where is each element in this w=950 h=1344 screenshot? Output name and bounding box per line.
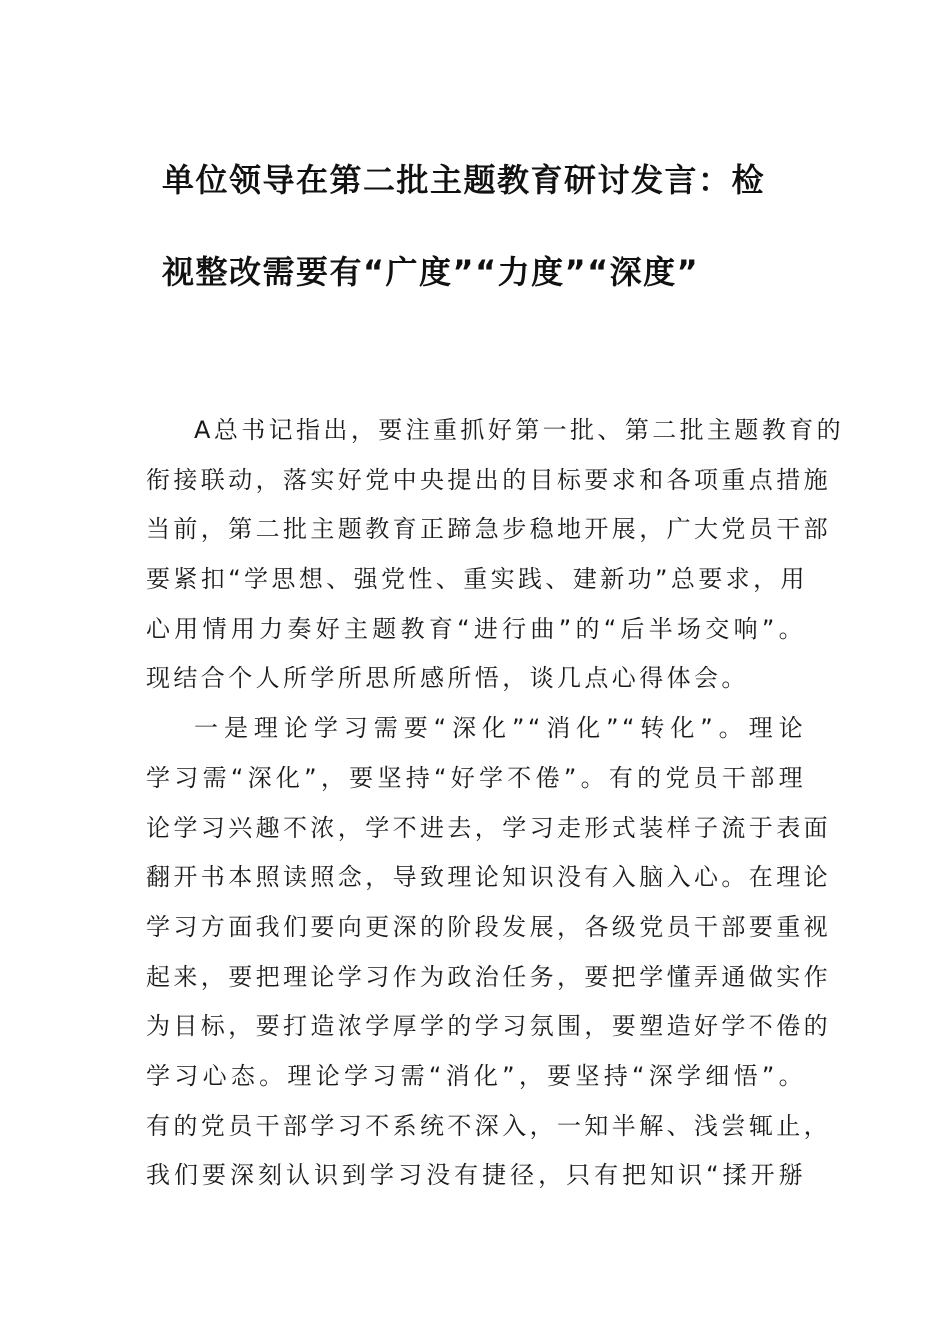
text-line: 论学习兴趣不浓，学不进去，学习走形式装样子流于表面 [146, 813, 831, 842]
document-title-line-1: 单位领导在第二批主题教育研讨发言：检 [162, 161, 766, 199]
text-line: 翻开书本照读照念，导致理论知识没有入脑入心。在理论 [146, 863, 831, 892]
text-line: 当前，第二批主题教育正蹄急步稳地开展，广大党员干部 [146, 515, 831, 544]
text-line: 学习心态。理论学习需“消化”，要坚持“深学细悟”。 [146, 1061, 806, 1090]
text-line: 现结合个人所学所思所感所悟，谈几点心得体会。 [146, 664, 749, 693]
text-line: 我们要深刻认识到学习没有捷径，只有把知识“揉开掰 [146, 1161, 806, 1190]
text-line: A总书记指出，要注重抓好第一批、第二批主题教育的 [194, 416, 845, 444]
text-line: 心用情用力奏好主题教育“进行曲”的“后半场交响”。 [146, 614, 806, 643]
document-title-line-2: 视整改需要有“广度”“力度”“深度” [162, 253, 700, 291]
text-line: 要紧扣“学思想、强党性、重实践、建新功”总要求，用 [146, 565, 808, 594]
paragraph-theory-study [146, 707, 831, 1204]
text-line: 起来，要把理论学习作为政治任务，要把学懂弄通做实作 [146, 962, 831, 991]
text-line: 一是理论学习需要“深化”“消化”“转化”。理论 [194, 714, 806, 743]
text-line: 学习方面我们要向更深的阶段发展，各级党员干部要重视 [146, 912, 831, 941]
text-line: 为目标，要打造浓学厚学的学习氛围，要塑造好学不倦的 [146, 1012, 831, 1041]
text-line: 有的党员干部学习不系统不深入，一知半解、浅尝辄止， [146, 1111, 831, 1140]
text-line: 学习需“深化”，要坚持“好学不倦”。有的党员干部理 [146, 763, 806, 792]
text-line: 衔接联动，落实好党中央提出的目标要求和各项重点措施 [146, 465, 831, 494]
document-body [146, 409, 845, 1204]
paragraph-intro [146, 409, 845, 707]
